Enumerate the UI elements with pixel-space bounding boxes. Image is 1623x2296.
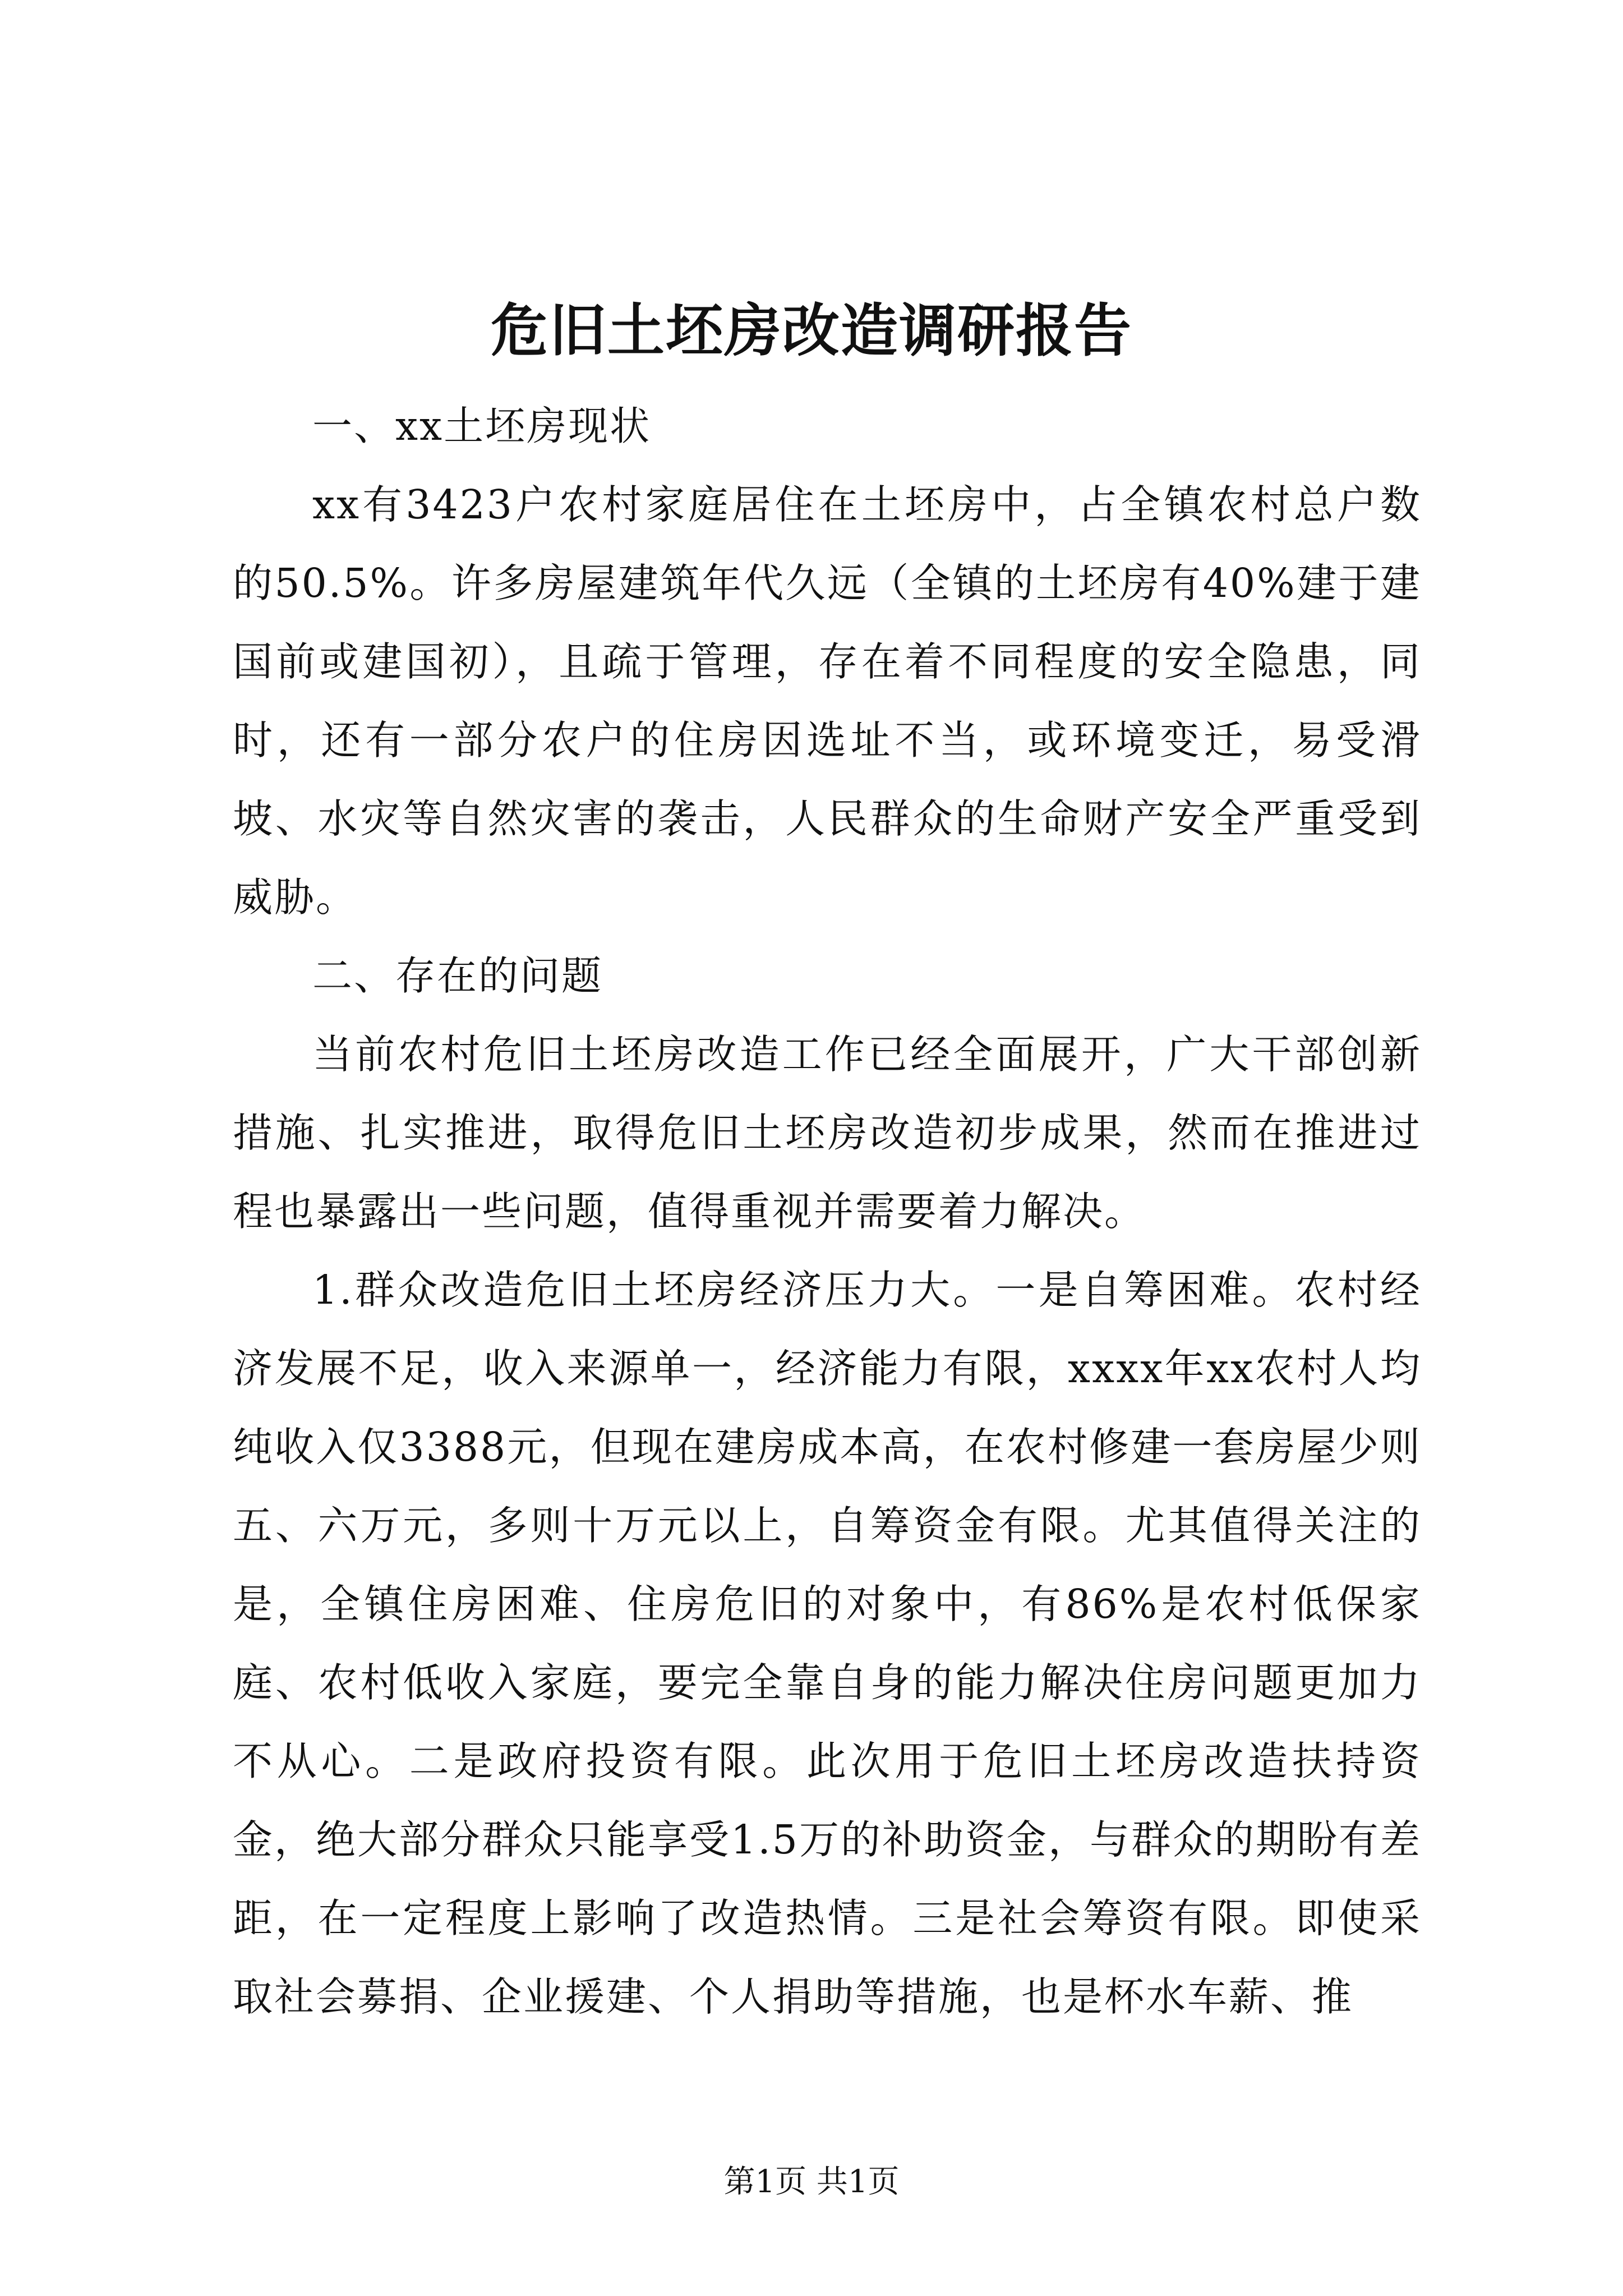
paragraph-economic-pressure: 1.群众改造危旧土坯房经济压力大。一是自筹困难。农村经济发展不足，收入来源单一，经济能力有限，xxxx年xx农村人均纯收入仅3388元，但现在建房成本高，在农村修建一套房屋少则五、六万元，多则十万元以上，自筹资金有限。尤其值得关注的是，全镇住房困难、住房危旧的对象中，有86%是农村低保家庭、农村低收入家庭，要完全靠自身的能力解决住房问题更加力不从心。二是政府投资有限。此次用于危旧土坯房改造扶持资金，绝大部分群众只能享受1.5万的补助资金，与群众的期盼有差距，在一定程度上影响了改造热情。三是社会筹资有限。即使采取社会募捐、企业援建、个人捐助等措施，也是杯水车薪、推: [233, 1267, 1422, 2020]
page-footer: 第1页 共1页: [723, 2164, 900, 2200]
document-body: [233, 387, 1422, 2036]
section-heading-1: 一、xx土坯房现状: [312, 403, 652, 449]
paragraph-problems-intro: 当前农村危旧土坯房改造工作已经全面展开，广大干部创新措施、扎实推进，取得危旧土坯房改造初步成果，然而在推进过程也暴露出一些问题，值得重视并需要着力解决。: [233, 1031, 1422, 1235]
document-title: 危旧土坯房改造调研报告: [491, 297, 1132, 365]
section-heading-2: 二、存在的问题: [312, 953, 603, 999]
paragraph-status: xx有3423户农村家庭居住在土坯房中，占全镇农村总户数的50.5%。许多房屋建筑年代久远（全镇的土坯房有40%建于建国前或建国初），且疏于管理，存在着不同程度的安全隐患，同时，还有一部分农户的住房因选址不当，或环境变迁，易受滑坡、水灾等自然灾害的袭击，人民群众的生命财产安全严重受到威胁。: [233, 481, 1422, 921]
